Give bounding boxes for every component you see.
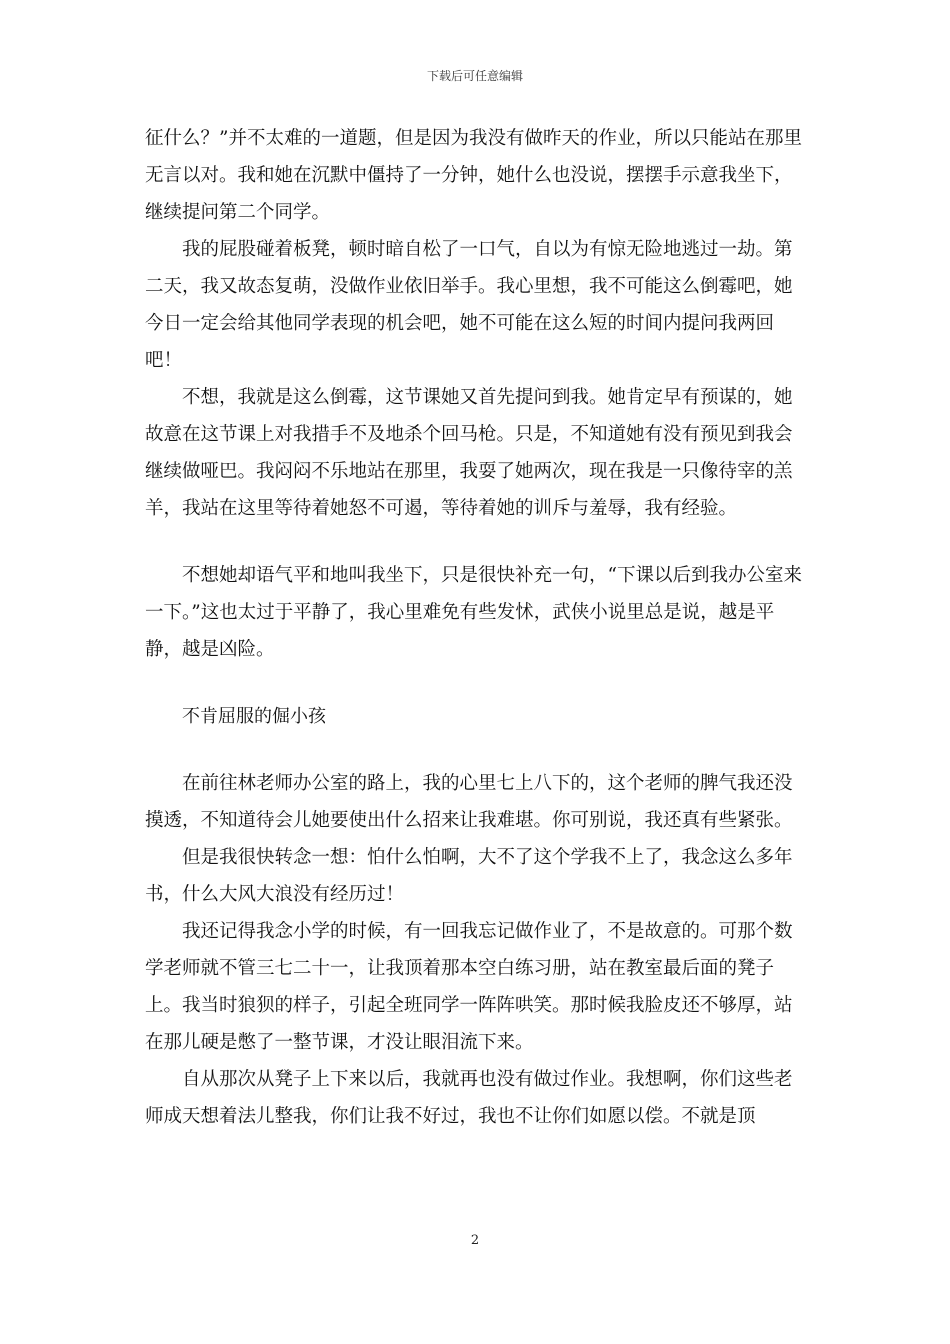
page-number: 2 [470,1233,480,1248]
paragraph: 在前往林老师办公室的路上，我的心里七上八下的，这个老师的脾气我还没摸透，不知道待会儿她要使出什么招来让我难堪。你可别说，我还真有些紧张。 [145,773,793,831]
paragraph: 我的屁股碰着板凳，顿时暗自松了一口气，自以为有惊无险地逃过一劫。第二天，我又故态复萌，没做作业依旧举手。我心里想，我不可能这么倒霉吧，她今日一定会给其他同学表现的机会吧，她不可能在这么短的时间内提问我两回吧！ [145,239,793,371]
document-body [145,120,810,1135]
paragraph-continuation: 征什么？”并不太难的一道题，但是因为我没有做昨天的作业，所以只能站在那里无言以对。我和她在沉默中僵持了一分钟，她什么也没说，摆摆手示意我坐下，继续提问第二个同学。 [145,128,802,223]
paragraph: 但是我很快转念一想：怕什么怕啊，大不了这个学我不上了，我念这么多年书，什么大风大浪没有经历过！ [145,847,793,905]
paragraph-spacer [145,668,810,698]
section-heading: 不肯屈服的倔小孩 [182,706,326,727]
paragraph: 自从那次从凳子上下来以后，我就再也没有做过作业。我想啊，你们这些老师成天想着法儿整我，你们让我不好过，我也不让你们如愿以偿。不就是顶 [145,1069,793,1127]
paragraph-spacer [145,527,810,557]
paragraph: 不想，我就是这么倒霉，这节课她又首先提问到我。她肯定早有预谋的，她故意在这节课上对我措手不及地杀个回马枪。只是，不知道她有没有预见到我会继续做哑巴。我闷闷不乐地站在那里，我耍了她两次，现在我是一只像待宰的羔羊，我站在这里等待着她怒不可遏，等待着她的训斥与羞辱，我有经验。 [145,387,793,519]
paragraph: 我还记得我念小学的时候，有一回我忘记做作业了，不是故意的。可那个数学老师就不管三七二十一，让我顶着那本空白练习册，站在教室最后面的凳子上。我当时狼狈的样子，引起全班同学一阵阵哄笑。那时候我脸皮还不够厚，站在那儿硬是憋了一整节课，才没让眼泪流下来。 [145,921,793,1053]
page-header: 下载后可任意编辑 [426,69,523,83]
paragraph: 不想她却语气平和地叫我坐下，只是很快补充一句，“下课以后到我办公室来一下。”这也太过于平静了，我心里难免有些发怵，武侠小说里总是说，越是平静，越是凶险。 [145,565,802,660]
paragraph-spacer [145,735,810,765]
